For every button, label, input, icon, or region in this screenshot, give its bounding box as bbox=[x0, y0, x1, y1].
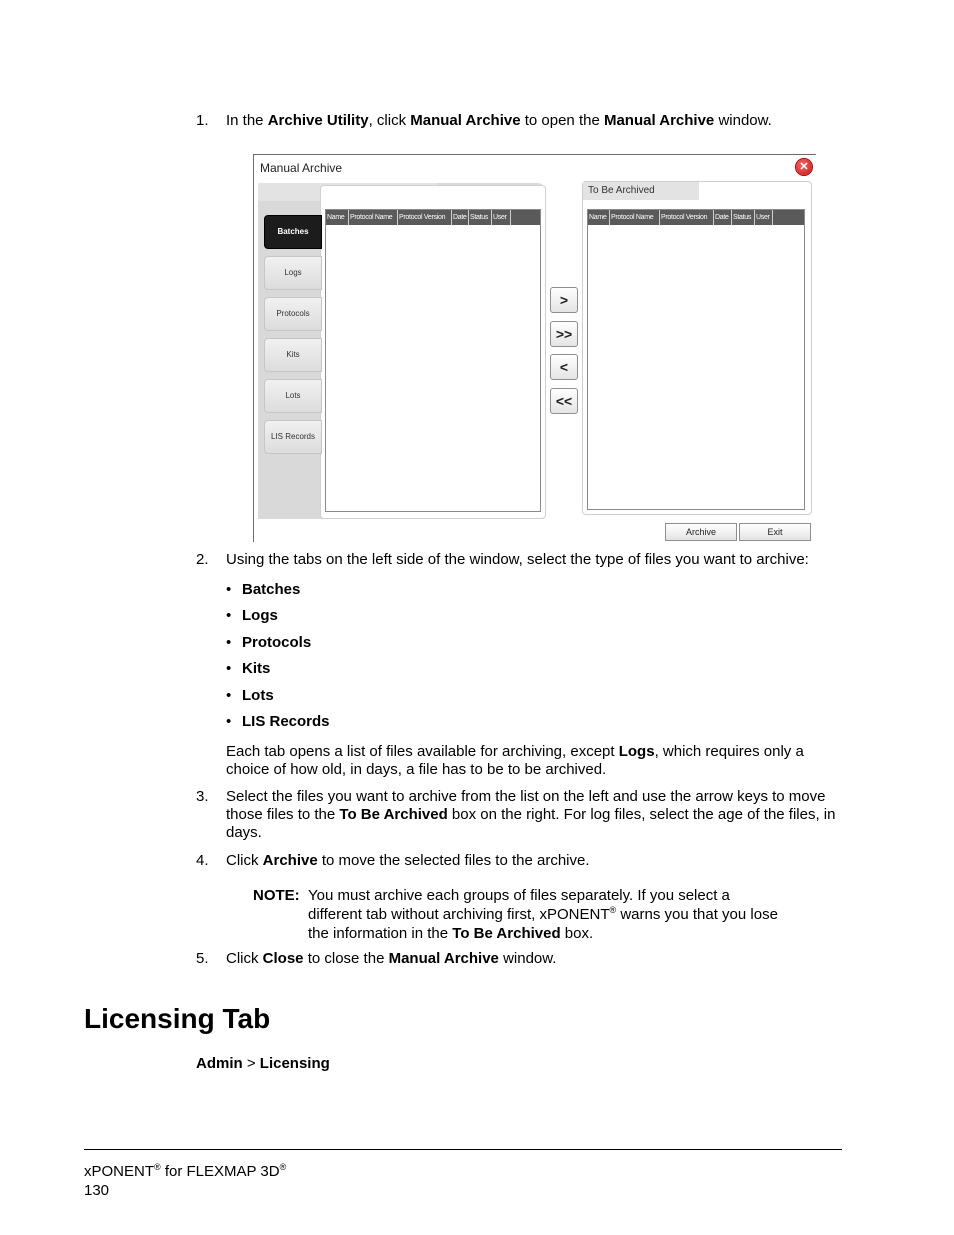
step-number: 5. bbox=[196, 950, 209, 967]
breadcrumb-licensing: Licensing bbox=[259, 1055, 330, 1072]
col-status[interactable]: Status bbox=[469, 210, 492, 225]
step-text: Using the tabs on the left side of the window, select the type of files you want to archive: bbox=[226, 551, 809, 568]
tab-logs[interactable]: Logs bbox=[264, 256, 322, 290]
breadcrumb-admin: Admin bbox=[196, 1055, 243, 1072]
exit-button[interactable]: Exit bbox=[739, 523, 811, 541]
step-number: 4. bbox=[196, 852, 209, 869]
note-label: NOTE: bbox=[253, 887, 300, 904]
col-protocol-version[interactable]: Protocol Version bbox=[660, 210, 714, 225]
to-be-archived-grid[interactable] bbox=[587, 209, 805, 510]
archive-button[interactable]: Archive bbox=[665, 523, 737, 541]
col-date[interactable]: Date bbox=[452, 210, 469, 225]
tab-protocols[interactable]: Protocols bbox=[264, 297, 322, 331]
col-status[interactable]: Status bbox=[732, 210, 755, 225]
step-number: 3. bbox=[196, 788, 209, 805]
list-item: • LIS Records bbox=[226, 713, 330, 730]
move-selected-right-button[interactable]: > bbox=[550, 287, 578, 313]
col-protocol-name[interactable]: Protocol Name bbox=[610, 210, 660, 225]
to-be-archived-title: To Be Archived bbox=[583, 182, 699, 200]
note-text: You must archive each groups of files separately. If you select a different tab without archiving first, xPONENT® warns you that you lose the information in the To Be Archived box. bbox=[308, 887, 778, 942]
grid-header bbox=[588, 210, 804, 225]
step-text: Click Close to close the Manual Archive window. bbox=[226, 950, 557, 967]
paragraph: Each tab opens a list of files available for archiving, except Logs, which requires only a choice of how old, in days, a file has to be to be archived. bbox=[226, 743, 804, 778]
move-selected-left-button[interactable]: < bbox=[550, 354, 578, 380]
manual-archive-window bbox=[253, 154, 816, 542]
tab-kits[interactable]: Kits bbox=[264, 338, 322, 372]
list-item: • Kits bbox=[226, 660, 271, 677]
close-icon[interactable]: ✕ bbox=[796, 159, 812, 175]
col-protocol-name[interactable]: Protocol Name bbox=[349, 210, 398, 225]
window-title: Manual Archive bbox=[260, 161, 343, 175]
step-number: 1. bbox=[196, 112, 209, 129]
col-date[interactable]: Date bbox=[714, 210, 732, 225]
step-text: Click Archive to move the selected files to the archive. bbox=[226, 852, 590, 869]
tab-lis-records[interactable]: LIS Records bbox=[264, 420, 322, 454]
page-number: 130 bbox=[84, 1182, 110, 1199]
col-user[interactable]: User bbox=[492, 210, 511, 225]
col-name[interactable]: Name bbox=[326, 210, 349, 225]
col-name[interactable]: Name bbox=[588, 210, 610, 225]
list-item: • Batches bbox=[226, 581, 301, 598]
tab-batches[interactable]: Batches bbox=[264, 215, 322, 249]
grid-header bbox=[326, 210, 540, 225]
col-protocol-version[interactable]: Protocol Version bbox=[398, 210, 452, 225]
breadcrumb: Admin > Licensing bbox=[196, 1055, 330, 1072]
move-all-left-button[interactable]: << bbox=[550, 388, 578, 414]
col-user[interactable]: User bbox=[755, 210, 773, 225]
available-files-grid[interactable] bbox=[325, 209, 541, 512]
move-all-right-button[interactable]: >> bbox=[550, 321, 578, 347]
footer-product: xPONENT® for FLEXMAP 3D® bbox=[84, 1162, 287, 1180]
step-text: Select the files you want to archive from the list on the left and use the arrow keys to move those files to the To Be Archived box on the right. For log files, select the age of the files, in days. bbox=[226, 788, 836, 841]
list-item: • Logs bbox=[226, 607, 278, 624]
tab-lots[interactable]: Lots bbox=[264, 379, 322, 413]
list-item: • Protocols bbox=[226, 634, 312, 651]
footer-divider bbox=[84, 1149, 842, 1150]
list-item: • Lots bbox=[226, 687, 274, 704]
section-heading: Licensing Tab bbox=[84, 1003, 271, 1034]
step-number: 2. bbox=[196, 551, 209, 568]
step-text: In the Archive Utility, click Manual Archive to open the Manual Archive window. bbox=[226, 112, 772, 129]
